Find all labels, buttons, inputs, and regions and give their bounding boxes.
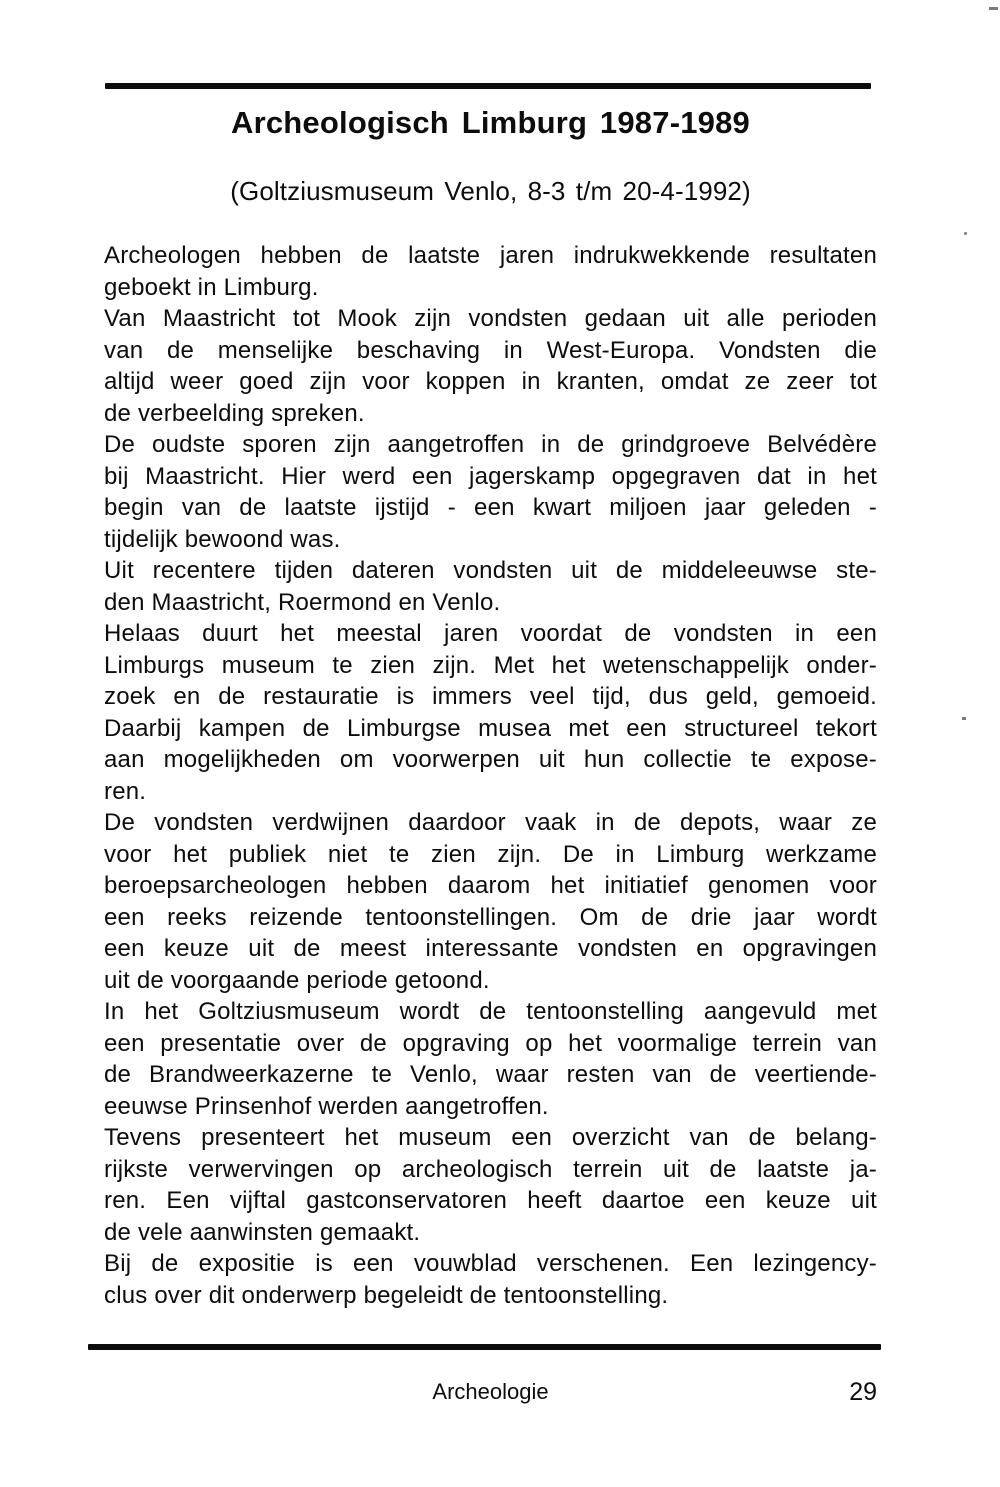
body-line: Bij de expositie is een vouwblad verschenen. Een lezingency- [104,1250,877,1277]
body-line: rijkste verwervingen op archeologisch terrein uit de laatste ja- [104,1155,877,1183]
body-line: De vondsten verdwijnen daardoor vaak in de depots, waar ze [104,809,877,836]
top-rule [105,83,871,89]
scan-artifact [962,717,966,720]
body-line: beroepsarcheologen hebben daarom het initiatief genomen voor [104,872,877,899]
body-line: een keuze uit de meest interessante vondsten en opgravingen [104,935,877,962]
footer-page-number: 29 [849,1378,877,1406]
footer [104,1378,877,1408]
body-line: eeuwse Prinsenhof werden aangetroffen. [104,1092,549,1120]
body-line: van de menselijke beschaving in West-Europa. Vondsten die [104,336,877,364]
scan-artifact [989,7,998,10]
scan-artifact [964,232,967,235]
body-line: De oudste sporen zijn aangetroffen in de grindgroeve Belvédère [104,431,877,458]
body-line: voor het publiek niet te zien zijn. De in Limburg werkzame [104,840,877,868]
body-line: Uit recentere tijden dateren vondsten uit de middeleeuwse ste- [104,557,877,584]
body-line: begin van de laatste ijstijd - een kwart miljoen jaar geleden - [104,494,877,521]
body-line: ren. Een vijftal gastconservatoren heeft daartoe een keuze uit [104,1187,877,1214]
body-line: de verbeelding spreken. [104,399,365,427]
body-line: altijd weer goed zijn voor koppen in kranten, omdat ze zeer tot [104,368,877,395]
body-line: geboekt in Limburg. [104,273,319,301]
body-line: Daarbij kampen de Limburgse musea met een structureel tekort [104,714,877,742]
body-line: uit de voorgaande periode getoond. [104,966,490,994]
body-line: de vele aanwinsten gemaakt. [104,1218,421,1246]
body-line: Limburgs museum te zien zijn. Met het wetenschappelijk onder- [104,651,877,679]
body-line: Helaas duurt het meestal jaren voordat de vondsten in een [104,620,877,647]
body-line: den Maastricht, Roermond en Venlo. [104,588,501,616]
body-line: bij Maastricht. Hier werd een jagerskamp opgegraven dat in het [104,462,877,490]
body-line: Van Maastricht tot Mook zijn vondsten gedaan uit alle perioden [104,305,877,332]
body-line: Tevens presenteert het museum een overzicht van de belang- [104,1124,877,1151]
body-line: zoek en de restauratie is immers veel tijd, dus geld, gemoeid. [104,683,877,710]
page-subtitle: (Goltziusmuseum Venlo, 8-3 t/m 20-4-1992) [230,176,751,206]
footer-rule [88,1344,881,1350]
body-line: een presentatie over de opgraving op het voormalige terrein van [104,1029,877,1057]
footer-section-label: Archeologie [432,1379,549,1404]
body-line: Archeologen hebben de laatste jaren indrukwekkende resultaten [104,242,877,269]
page-title: Archeologisch Limburg 1987-1989 [231,105,750,140]
body-line: tijdelijk bewoond was. [104,525,341,553]
body-line: ren. [104,777,147,805]
body-line: clus over dit onderwerp begeleidt de tentoonstelling. [104,1281,669,1309]
body-line: aan mogelijkheden om voorwerpen uit hun collectie te expose- [104,746,877,773]
body-text [104,240,877,1311]
body-line: In het Goltziusmuseum wordt de tentoonstelling aangevuld met [104,998,877,1025]
body-line: een reeks reizende tentoonstellingen. Om de drie jaar wordt [104,903,877,931]
body-line: de Brandweerkazerne te Venlo, waar resten van de veertiende- [104,1061,877,1088]
